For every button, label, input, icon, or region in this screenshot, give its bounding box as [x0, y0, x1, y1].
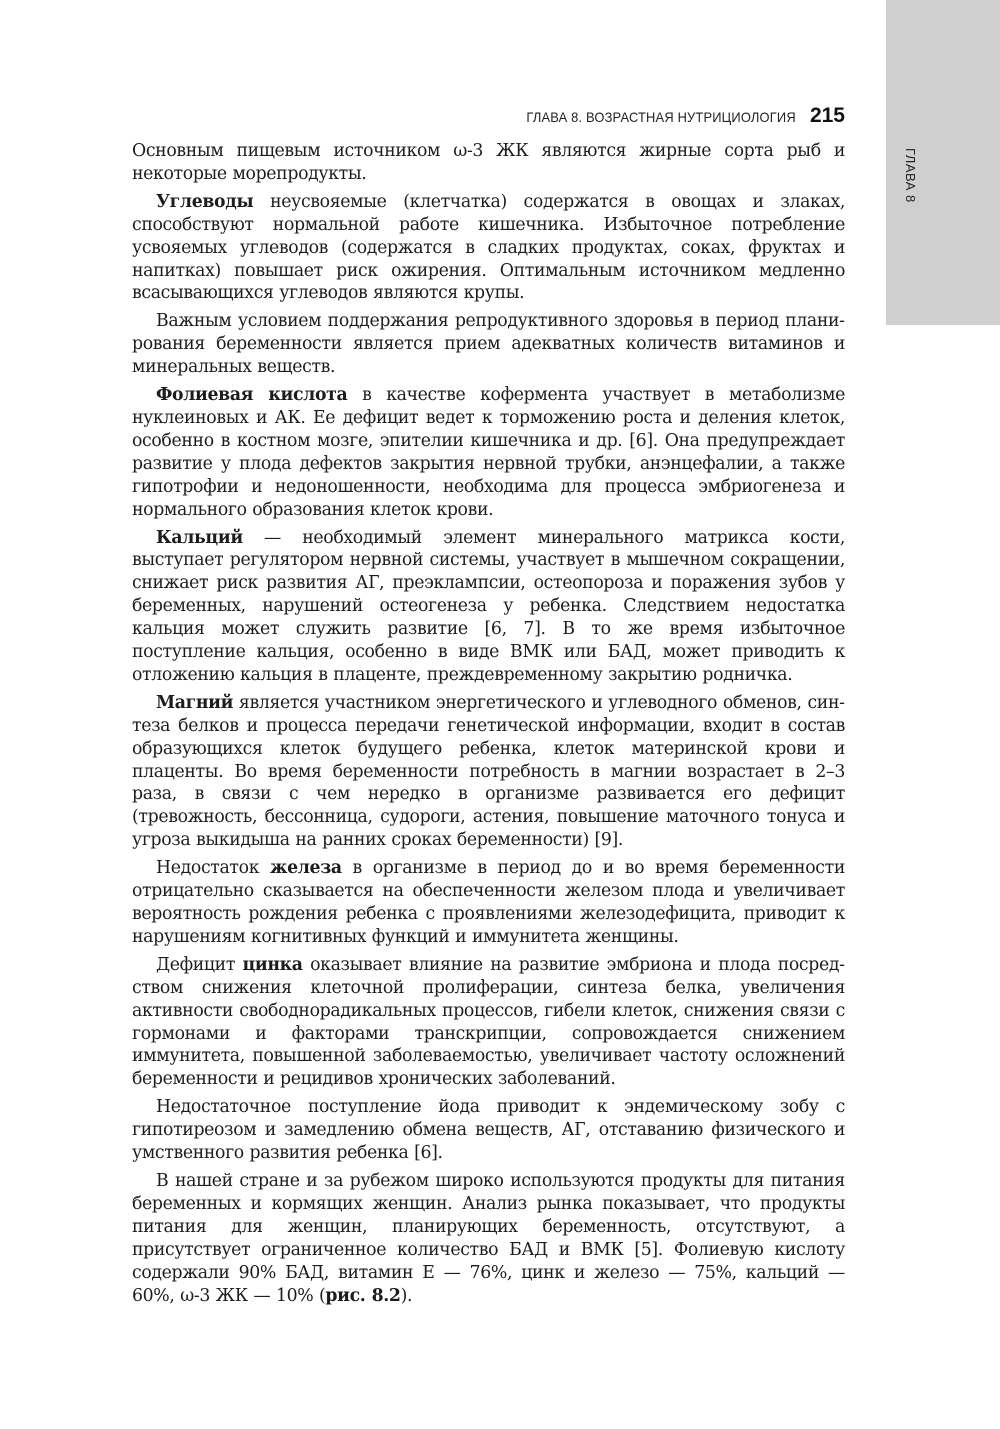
- paragraph-9: Недостаточное поступление йода приводит к эндемическому зобу с гипотиреозом и замедлению обмена веществ, АГ, отставанию физического и умственного развития ребенка [6].: [132, 1097, 845, 1164]
- running-header: [503, 104, 845, 128]
- term-carbohydrates: Углеводы: [156, 191, 254, 212]
- page-number: 215: [809, 104, 845, 127]
- term-calcium: Кальций: [156, 527, 243, 548]
- chapter-side-tab-label: ГЛАВА 8: [903, 148, 918, 203]
- term-magnesium: Магний: [156, 692, 234, 713]
- figure-reference: рис. 8.2: [325, 1285, 401, 1306]
- paragraph-3: Важным условием поддержания репродуктивного здоровья в период планирования беременности является прием адекватных количеств витаминов и минеральных веществ.: [132, 311, 845, 378]
- term-iron: железа: [269, 858, 342, 879]
- paragraph-8: Дефицит цинка оказывает влияние на развитие эмбриона и плода посредством снижения клеточной пролиферации, синтеза белка, увеличения активности свободнорадикальных процессов, гибели клеток, снижения связи с гормонами и факторами транскрипции, сопровождается снижением иммунитета, повышенной заболеваемостью, увеличивает частоту осложнений беременности и рецидивов хронических заболеваний.: [132, 954, 845, 1090]
- paragraph-4: Фолиевая кислота в качестве кофермента участвует в метаболизме нуклеиновых и АК. Ее дефицит ведет к торможению роста и деления клеток, особенно в костном мозге, эпителии кишечника и др. [6]. Она предупреждает развитие у плода дефектов закрытия нервной трубки, анэнцефалии, а также гипотрофии и недоношенности, необходима для процесса эмбриогенеза и нормального образования клеток крови.: [132, 385, 845, 520]
- paragraph-1: Основным пищевым источником ω-3 ЖК являются жирные сорта рыб и некоторые морепродукты.: [132, 141, 845, 184]
- paragraph-10: В нашей стране и за рубежом широко используются продукты для питания беременных и кормящих женщин. Анализ рынка показывает, что продукты питания для женщин, планирующих беременность, отсутствуют, а присутствует ограниченное количество БАД и ВМК [5]. Фолиевую кислоту содержали 90% БАД, витамин Е — 76%, цинк и железо — 75%, кальций — 60%, ω-3 ЖК — 10% (рис. 8.2).: [132, 1170, 845, 1306]
- paragraph-7: Недостаток железа в организме в период до и во время беременности отрицательно сказывается на обеспеченности железом плода и увеличивает вероятность рождения ребенка с проявлениями железодефицита, приводит к нарушениям когнитивных функций и иммунитета женщины.: [132, 858, 845, 947]
- paragraph-6: Магний является участником энергетического и углеводного обменов, синтеза белков и процесса передачи генетической информации, входит в состав образующихся клеток будущего ребенка, клеток материнской крови и плаценты. Во время беременности потребность в магнии возрастает в 2–3 раза, в связи с чем нередко в организме развивается его дефицит (тревожность, бессонница, судороги, астения, повышение маточного тонуса и угроза выкидыша на ранних сроках беременности) [9].: [132, 692, 845, 851]
- paragraph-5: Кальций — необходимый элемент минерального матрикса кости, выступает регулятором нервной системы, участвует в мышечном сокращении, снижает риск развития АГ, преэклампсии, остеопороза и поражения зубов у беременных, нарушений остеогенеза у ребенка. Следствием недостатка кальция может служить развитие [6, 7]. В то же время избыточное поступление кальция, особенно в виде ВМК или БАД, может приводить к отложению кальция в плаценте, преждевременному закрытию родничка.: [132, 527, 845, 685]
- running-title: ГЛАВА 8. ВОЗРАСТНАЯ НУТРИЦИОЛОГИЯ: [526, 109, 796, 125]
- term-folic-acid: Фолиевая кислота: [156, 385, 348, 406]
- term-zinc: цинка: [242, 954, 303, 975]
- body-text: [132, 140, 845, 1312]
- paragraph-2: Углеводы неусвояемые (клетчатка) содержатся в овощах и злаках, способствуют нормальной работе кишечника. Избыточное потребление усвояемых углеводов (содержатся в сладких продуктах, соках, фруктах и напитках) повышает риск ожирения. Оптимальным источником медленно всасывающихся углеводов являются крупы.: [132, 191, 845, 304]
